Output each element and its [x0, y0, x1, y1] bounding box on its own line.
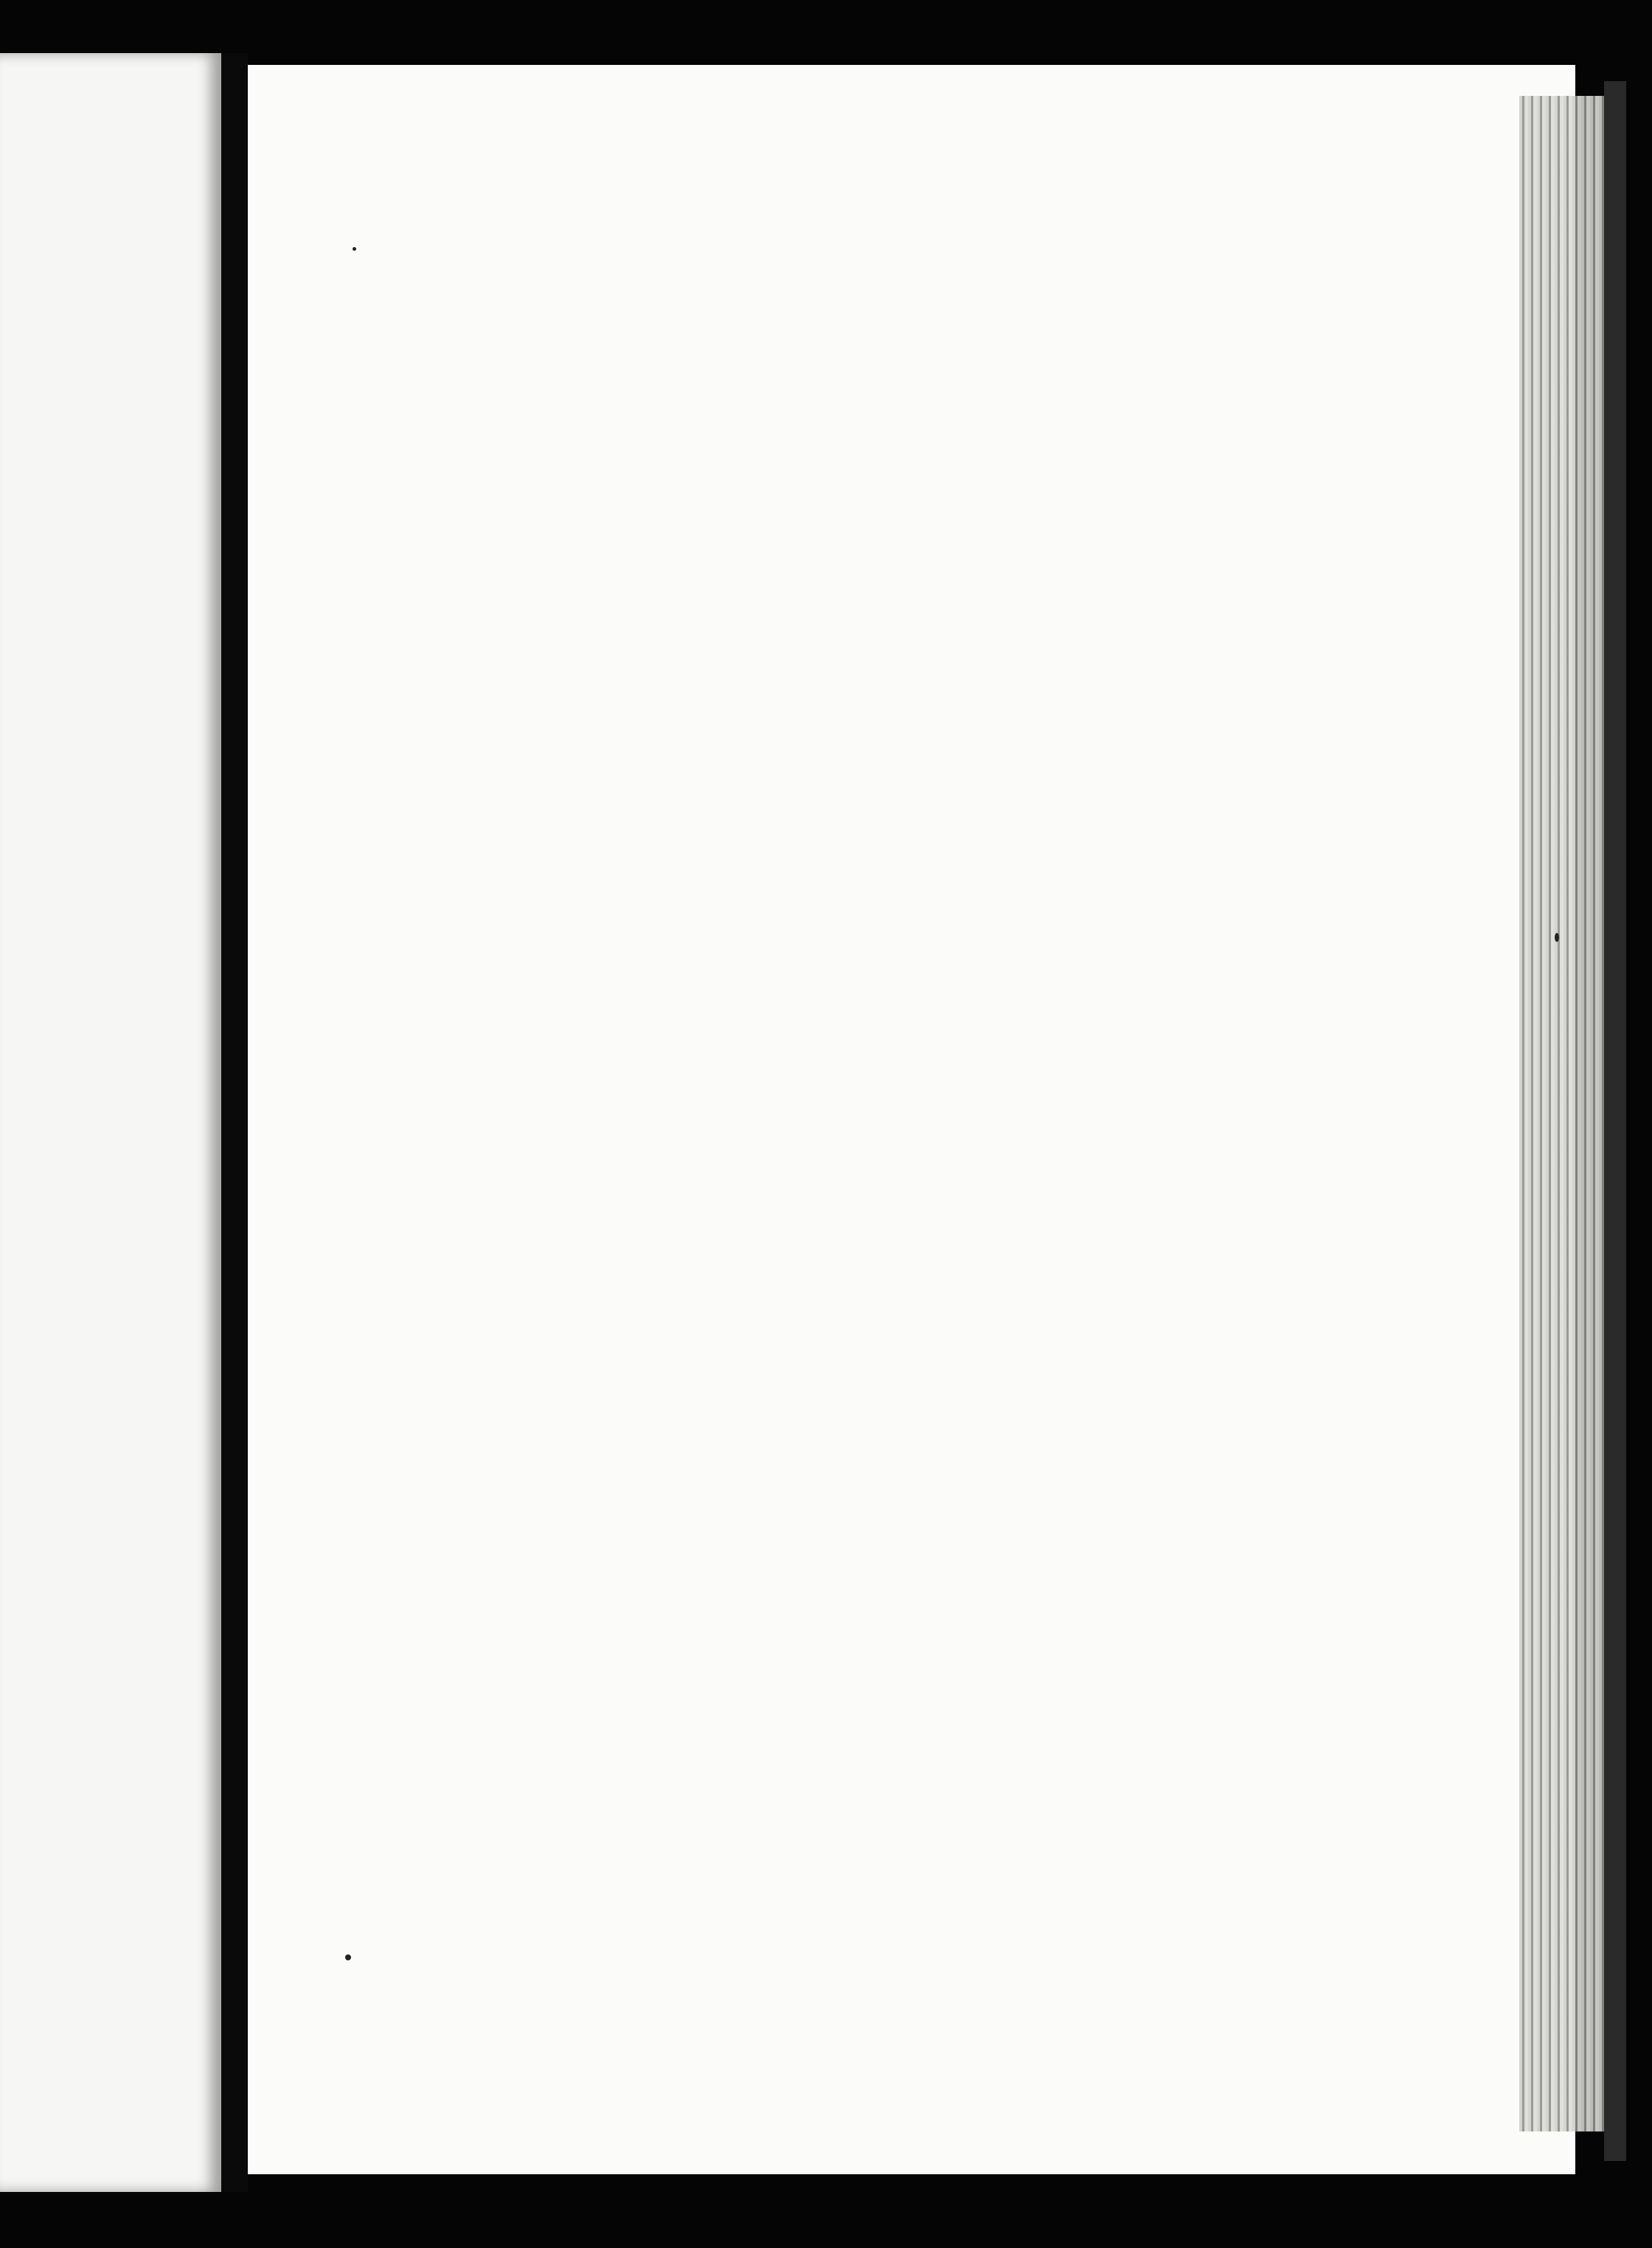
book-spine: [221, 53, 248, 2192]
current-page: [248, 65, 1575, 2174]
paper-speck: [353, 247, 356, 251]
page-edges: [1519, 96, 1608, 2131]
book-cover-edge: [1604, 81, 1626, 2161]
paper-speck: [345, 1954, 351, 1960]
paper-speck: [1555, 933, 1559, 942]
previous-page: [0, 53, 221, 2192]
previous-page-text-fragments: [0, 53, 221, 2192]
